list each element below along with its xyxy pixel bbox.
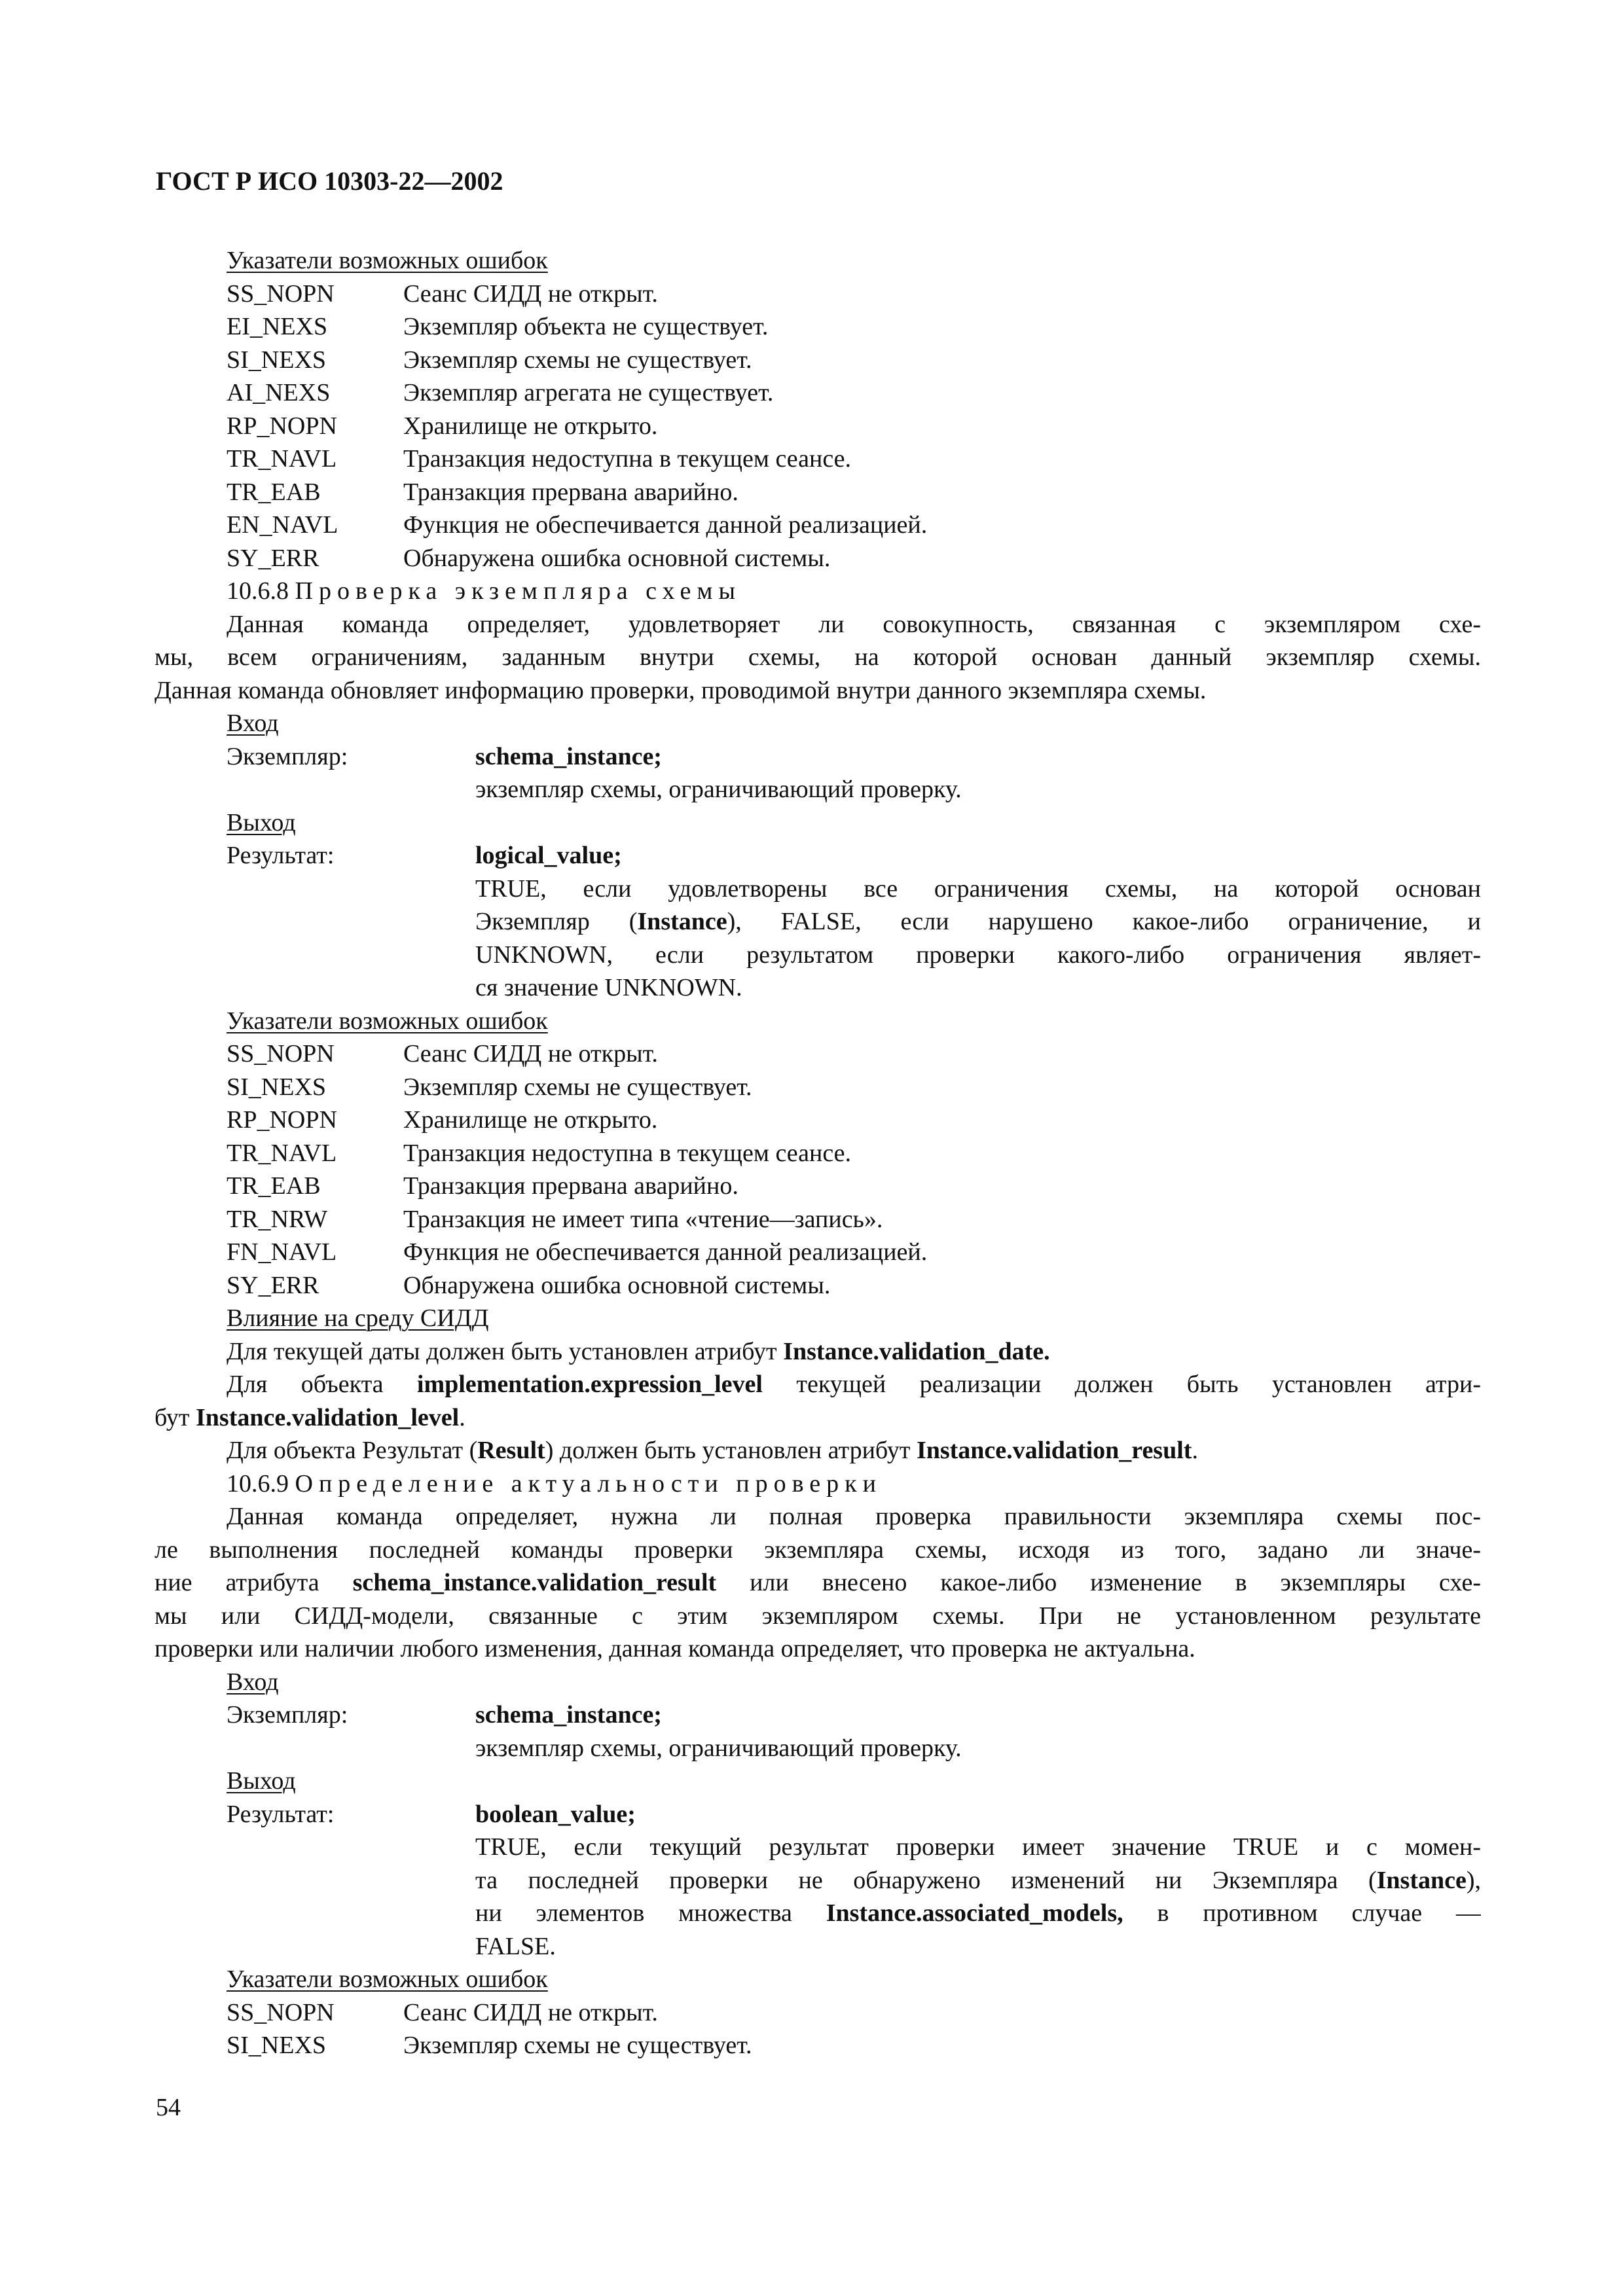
paragraph-line: ле выполнения последней команды проверки экземпляра схемы, исходя из того, задано ли значе-	[155, 1535, 1481, 1564]
error-code: TR_EAB	[227, 1172, 321, 1200]
param-desc-line: ся значение UNKNOWN.	[475, 974, 742, 1001]
output-heading: Выход	[227, 1767, 296, 1795]
output-heading: Выход	[227, 808, 296, 836]
param-desc-line: та последней проверки не обнаружено изменений ни Экземпляра (Instance),	[475, 1866, 1481, 1894]
param-label: Результат:	[227, 842, 335, 869]
error-text: Сеанс СИДД не открыт.	[403, 279, 658, 308]
paragraph-line: мы, всем ограничениям, заданным внутри схемы, на которой основан данный экземпляр схемы.	[155, 643, 1481, 671]
error-list	[155, 278, 1481, 575]
section-heading	[155, 575, 1481, 608]
param-desc-line: Экземпляр (Instance), FALSE, если нарушено какое-либо ограничение, и	[475, 908, 1481, 935]
effect-line: Для текущей даты должен быть установлен атрибут Instance.validation_date.	[227, 1337, 1050, 1365]
error-row	[155, 310, 1481, 344]
error-code: TR_NRW	[227, 1205, 328, 1233]
error-row	[155, 542, 1481, 575]
error-text: Транзакция недоступна в текущем сеансе.	[403, 1139, 852, 1167]
error-row	[155, 1170, 1481, 1203]
error-text: Функция не обеспечивается данной реализацией.	[403, 1238, 928, 1266]
error-row	[155, 1269, 1481, 1302]
error-code: SS_NOPN	[227, 1040, 335, 1067]
error-text: Обнаружена ошибка основной системы.	[403, 1271, 831, 1299]
error-text: Сеанс СИДД не открыт.	[403, 1040, 658, 1067]
error-code: TR_EAB	[227, 478, 321, 506]
error-text: Транзакция прервана аварийно.	[403, 1172, 739, 1200]
param-desc: экземпляр схемы, ограничивающий проверку.	[475, 1734, 962, 1762]
error-code: SY_ERR	[227, 1271, 319, 1299]
error-code: RP_NOPN	[227, 1106, 337, 1134]
effect-line: Для объекта Результат (Result) должен быть установлен атрибут Instance.validation_result.	[227, 1437, 1198, 1464]
error-text: Экземпляр объекта не существует.	[403, 313, 769, 340]
error-text: Экземпляр агрегата не существует.	[403, 379, 774, 406]
param-desc-line: FALSE.	[475, 1932, 556, 1960]
error-row	[155, 509, 1481, 542]
error-row	[155, 1996, 1481, 2030]
errors-heading: Указатели возможных ошибок	[227, 1007, 548, 1035]
error-text: Хранилище не открыто.	[403, 412, 658, 440]
paragraph-line: ние атрибута schema_instance.validation_result или внесено какое-либо изменение в экземпляры схе-	[155, 1569, 1481, 1596]
effect-line: Для объекта implementation.expression_level текущей реализации должен быть установлен атри-	[227, 1371, 1481, 1398]
param-type: logical_value;	[475, 842, 622, 869]
param-desc-line: TRUE, если удовлетворены все ограничения схемы, на которой основан	[475, 874, 1481, 903]
error-code: SS_NOPN	[227, 279, 335, 308]
error-text: Экземпляр схемы не существует.	[403, 1073, 752, 1101]
error-text: Обнаружена ошибка основной системы.	[403, 544, 831, 572]
errors-heading: Указатели возможных ошибок	[227, 1965, 548, 1993]
page-header: ГОСТ Р ИСО 10303-22—2002	[156, 166, 503, 196]
output-param	[155, 839, 1481, 872]
param-desc-line: TRUE, если текущий результат проверки имеет значение TRUE и с момен-	[475, 1833, 1481, 1861]
param-type: schema_instance;	[475, 1701, 662, 1729]
section-title: Проверка экземпляра схемы	[295, 577, 741, 605]
error-code: EI_NEXS	[227, 313, 328, 340]
error-row	[155, 278, 1481, 311]
error-text: Экземпляр схемы не существует.	[403, 346, 752, 374]
input-heading: Вход	[227, 709, 279, 737]
error-text: Транзакция не имеет типа «чтение—запись».	[403, 1205, 883, 1233]
error-text: Транзакция прервана аварийно.	[403, 478, 739, 506]
paragraph-line: мы или СИДД-модели, связанные с этим экземпляром схемы. При не установленном результате	[155, 1602, 1481, 1630]
error-text: Транзакция недоступна в текущем сеансе.	[403, 445, 852, 473]
error-row	[155, 376, 1481, 410]
error-code: SI_NEXS	[227, 1073, 327, 1101]
errors-heading: Указатели возможных ошибок	[227, 247, 548, 274]
error-code: EN_NAVL	[227, 511, 338, 539]
error-code: SI_NEXS	[227, 2032, 327, 2059]
page-number: 54	[156, 2094, 181, 2121]
param-label: Результат:	[227, 1800, 335, 1828]
error-code: SS_NOPN	[227, 1998, 335, 2026]
page-content	[155, 244, 1481, 2062]
error-list	[155, 1037, 1481, 1302]
error-text: Хранилище не открыто.	[403, 1106, 658, 1134]
error-text: Сеанс СИДД не открыт.	[403, 1998, 658, 2026]
error-text: Функция не обеспечивается данной реализацией.	[403, 511, 928, 539]
error-code: TR_NAVL	[227, 1139, 337, 1167]
error-text: Экземпляр схемы не существует.	[403, 2032, 752, 2059]
param-label: Экземпляр:	[227, 742, 348, 770]
error-row	[155, 476, 1481, 509]
error-row	[155, 410, 1481, 443]
paragraph-line: Данная команда определяет, нужна ли полная проверка правильности экземпляра схемы пос-	[227, 1503, 1481, 1530]
paragraph-line: проверки или наличии любого изменения, данная команда определяет, что проверка не актуальна.	[155, 1635, 1195, 1662]
error-code: TR_NAVL	[227, 445, 337, 473]
param-label: Экземпляр:	[227, 1701, 348, 1729]
error-row	[155, 1037, 1481, 1071]
param-desc: экземпляр схемы, ограничивающий проверку.	[475, 776, 962, 803]
param-type: boolean_value;	[475, 1800, 636, 1828]
paragraph-line: Данная команда определяет, удовлетворяет ли совокупность, связанная с экземпляром схе-	[227, 610, 1481, 638]
error-row	[155, 2029, 1481, 2062]
error-row	[155, 1236, 1481, 1269]
section-number: 10.6.8	[227, 577, 289, 605]
param-desc-line: UNKNOWN, если результатом проверки какого-либо ограничения являет-	[475, 941, 1481, 969]
param-desc-line: ни элементов множества Instance.associated_models, в противном случае —	[475, 1899, 1481, 1927]
error-code: SI_NEXS	[227, 346, 327, 374]
effect-heading: Влияние на среду СИДД	[227, 1304, 489, 1332]
error-list	[155, 1996, 1481, 2062]
output-param	[155, 1798, 1481, 1831]
input-heading: Вход	[227, 1668, 279, 1696]
error-code: SY_ERR	[227, 544, 319, 572]
input-param	[155, 1698, 1481, 1732]
error-row	[155, 1137, 1481, 1170]
error-row	[155, 1071, 1481, 1104]
paragraph-line: Данная команда обновляет информацию проверки, проводимой внутри данного экземпляра схемы.	[155, 676, 1207, 704]
error-row	[155, 442, 1481, 476]
error-row	[155, 1203, 1481, 1236]
error-code: FN_NAVL	[227, 1238, 337, 1266]
section-number: 10.6.9	[227, 1469, 289, 1498]
error-row	[155, 1103, 1481, 1137]
section-title: Определение актуальности проверки	[295, 1469, 882, 1498]
error-row	[155, 344, 1481, 377]
section-heading	[155, 1467, 1481, 1501]
input-param	[155, 740, 1481, 774]
error-code: AI_NEXS	[227, 379, 331, 406]
param-type: schema_instance;	[475, 742, 662, 770]
error-code: RP_NOPN	[227, 412, 337, 440]
effect-line: бут Instance.validation_level.	[155, 1403, 465, 1431]
